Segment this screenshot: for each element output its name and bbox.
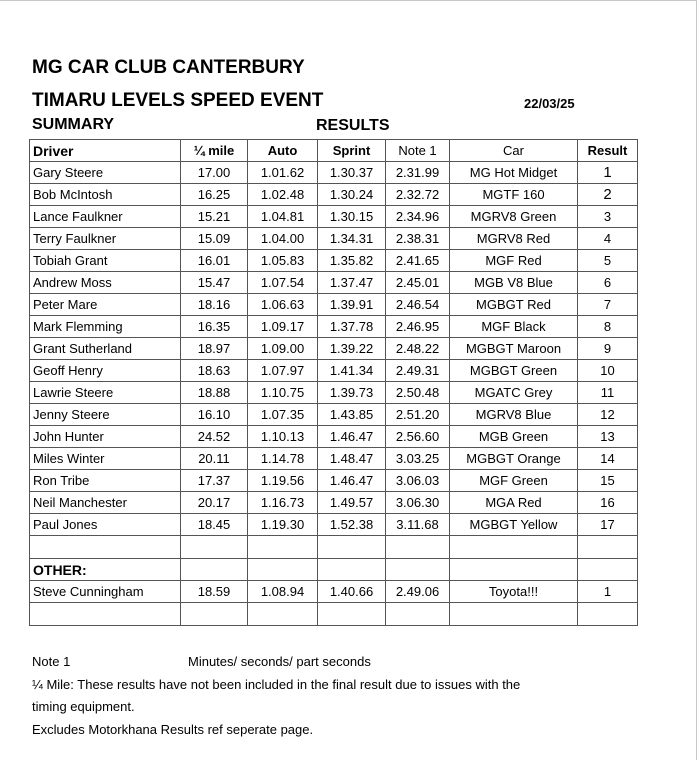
table-row bbox=[30, 228, 638, 250]
car-cell: MGF Red bbox=[450, 250, 578, 272]
other-label: OTHER: bbox=[30, 559, 181, 581]
auto-cell: 1.16.73 bbox=[248, 492, 318, 514]
quarter-mile-note-line2: timing equipment. bbox=[32, 699, 135, 714]
driver-cell: Paul Jones bbox=[30, 514, 181, 536]
col-header-quarter-mile: ¼ mile bbox=[181, 140, 248, 162]
other-body bbox=[30, 581, 638, 603]
col-header-note1: Note 1 bbox=[386, 140, 450, 162]
driver-cell: Gary Steere bbox=[30, 162, 181, 184]
blank-row bbox=[30, 603, 638, 626]
result-cell: 9 bbox=[578, 338, 638, 360]
auto-cell: 1.07.97 bbox=[248, 360, 318, 382]
result-cell: 1 bbox=[578, 581, 638, 603]
auto-cell: 1.09.00 bbox=[248, 338, 318, 360]
car-cell: MGBGT Green bbox=[450, 360, 578, 382]
quarter-mile-cell: 18.16 bbox=[181, 294, 248, 316]
other-header-row bbox=[30, 559, 638, 581]
table-footer bbox=[30, 603, 638, 626]
car-cell: MGF Green bbox=[450, 470, 578, 492]
sprint-cell: 1.40.66 bbox=[318, 581, 386, 603]
note1-cell: 2.46.95 bbox=[386, 316, 450, 338]
note1-cell: 2.41.65 bbox=[386, 250, 450, 272]
driver-cell: Neil Manchester bbox=[30, 492, 181, 514]
summary-label: SUMMARY bbox=[32, 116, 115, 133]
table-row bbox=[30, 338, 638, 360]
driver-cell: Ron Tribe bbox=[30, 470, 181, 492]
driver-cell: Peter Mare bbox=[30, 294, 181, 316]
car-cell: MGRV8 Red bbox=[450, 228, 578, 250]
note1-cell: 2.49.31 bbox=[386, 360, 450, 382]
sprint-cell: 1.39.73 bbox=[318, 382, 386, 404]
club-title: MG CAR CLUB CANTERBURY bbox=[32, 57, 305, 78]
table-row bbox=[30, 470, 638, 492]
sprint-cell: 1.46.47 bbox=[318, 470, 386, 492]
result-cell: 2 bbox=[578, 184, 638, 206]
col-header-sprint: Sprint bbox=[318, 140, 386, 162]
quarter-mile-cell: 20.17 bbox=[181, 492, 248, 514]
sprint-cell: 1.30.24 bbox=[318, 184, 386, 206]
table-row bbox=[30, 316, 638, 338]
quarter-mile-cell: 18.97 bbox=[181, 338, 248, 360]
table-row bbox=[30, 514, 638, 536]
table-row bbox=[30, 581, 638, 603]
driver-cell: Terry Faulkner bbox=[30, 228, 181, 250]
note1-text: Minutes/ seconds/ part seconds bbox=[188, 654, 371, 669]
driver-cell: Geoff Henry bbox=[30, 360, 181, 382]
sprint-cell: 1.37.78 bbox=[318, 316, 386, 338]
table-row bbox=[30, 382, 638, 404]
car-cell: MGB V8 Blue bbox=[450, 272, 578, 294]
sprint-cell: 1.41.34 bbox=[318, 360, 386, 382]
sprint-cell: 1.48.47 bbox=[318, 448, 386, 470]
sprint-cell: 1.43.85 bbox=[318, 404, 386, 426]
note1-cell: 3.06.03 bbox=[386, 470, 450, 492]
sprint-cell: 1.30.37 bbox=[318, 162, 386, 184]
result-cell: 15 bbox=[578, 470, 638, 492]
note1-cell: 2.31.99 bbox=[386, 162, 450, 184]
driver-cell: Bob McIntosh bbox=[30, 184, 181, 206]
quarter-mile-cell: 18.63 bbox=[181, 360, 248, 382]
table-header-row bbox=[30, 140, 638, 162]
auto-cell: 1.01.62 bbox=[248, 162, 318, 184]
auto-cell: 1.05.83 bbox=[248, 250, 318, 272]
sprint-cell: 1.52.38 bbox=[318, 514, 386, 536]
car-cell: MGBGT Red bbox=[450, 294, 578, 316]
result-cell: 1 bbox=[578, 162, 638, 184]
driver-cell: Grant Sutherland bbox=[30, 338, 181, 360]
driver-cell: Jenny Steere bbox=[30, 404, 181, 426]
driver-cell: Miles Winter bbox=[30, 448, 181, 470]
quarter-mile-cell: 20.11 bbox=[181, 448, 248, 470]
note1-cell: 2.56.60 bbox=[386, 426, 450, 448]
table-row bbox=[30, 184, 638, 206]
auto-cell: 1.04.00 bbox=[248, 228, 318, 250]
quarter-mile-cell: 18.59 bbox=[181, 581, 248, 603]
result-cell: 6 bbox=[578, 272, 638, 294]
excludes-note: Excludes Motorkhana Results ref seperate page. bbox=[32, 721, 314, 737]
driver-cell: John Hunter bbox=[30, 426, 181, 448]
result-cell: 11 bbox=[578, 382, 638, 404]
driver-cell: Lance Faulkner bbox=[30, 206, 181, 228]
car-cell: MGA Red bbox=[450, 492, 578, 514]
table-row bbox=[30, 250, 638, 272]
quarter-mile-cell: 18.88 bbox=[181, 382, 248, 404]
driver-cell: Andrew Moss bbox=[30, 272, 181, 294]
car-cell: MGBGT Maroon bbox=[450, 338, 578, 360]
results-body bbox=[30, 162, 638, 536]
quarter-mile-cell: 15.21 bbox=[181, 206, 248, 228]
note1-cell: 2.34.96 bbox=[386, 206, 450, 228]
sprint-cell: 1.35.82 bbox=[318, 250, 386, 272]
note1-line bbox=[32, 651, 520, 674]
sprint-cell: 1.34.31 bbox=[318, 228, 386, 250]
driver-cell: Mark Flemming bbox=[30, 316, 181, 338]
result-cell: 4 bbox=[578, 228, 638, 250]
car-cell: MGRV8 Green bbox=[450, 206, 578, 228]
quarter-mile-cell: 15.47 bbox=[181, 272, 248, 294]
result-cell: 3 bbox=[578, 206, 638, 228]
auto-cell: 1.09.17 bbox=[248, 316, 318, 338]
auto-cell: 1.08.94 bbox=[248, 581, 318, 603]
sprint-cell: 1.46.47 bbox=[318, 426, 386, 448]
car-cell: Toyota!!! bbox=[450, 581, 578, 603]
sprint-cell: 1.49.57 bbox=[318, 492, 386, 514]
note1-cell: 2.46.54 bbox=[386, 294, 450, 316]
table-row bbox=[30, 404, 638, 426]
car-cell: MGBGT Orange bbox=[450, 448, 578, 470]
event-date: 22/03/25 bbox=[524, 96, 575, 111]
note1-cell: 2.38.31 bbox=[386, 228, 450, 250]
auto-cell: 1.06.63 bbox=[248, 294, 318, 316]
auto-cell: 1.19.30 bbox=[248, 514, 318, 536]
note1-cell: 2.51.20 bbox=[386, 404, 450, 426]
quarter-mile-cell: 24.52 bbox=[181, 426, 248, 448]
auto-cell: 1.07.54 bbox=[248, 272, 318, 294]
car-cell: MGF Black bbox=[450, 316, 578, 338]
table-row bbox=[30, 360, 638, 382]
result-cell: 7 bbox=[578, 294, 638, 316]
col-header-auto: Auto bbox=[248, 140, 318, 162]
result-cell: 10 bbox=[578, 360, 638, 382]
col-header-driver: Driver bbox=[30, 140, 181, 162]
quarter-mile-cell: 18.45 bbox=[181, 514, 248, 536]
note1-cell: 2.48.22 bbox=[386, 338, 450, 360]
auto-cell: 1.10.75 bbox=[248, 382, 318, 404]
car-cell: MG Hot Midget bbox=[450, 162, 578, 184]
quarter-mile-cell: 16.01 bbox=[181, 250, 248, 272]
quarter-mile-cell: 16.25 bbox=[181, 184, 248, 206]
result-cell: 14 bbox=[578, 448, 638, 470]
car-cell: MGTF 160 bbox=[450, 184, 578, 206]
col-header-result: Result bbox=[578, 140, 638, 162]
auto-cell: 1.14.78 bbox=[248, 448, 318, 470]
auto-cell: 1.02.48 bbox=[248, 184, 318, 206]
sprint-cell: 1.37.47 bbox=[318, 272, 386, 294]
note1-cell: 3.06.30 bbox=[386, 492, 450, 514]
result-cell: 12 bbox=[578, 404, 638, 426]
sprint-cell: 1.30.15 bbox=[318, 206, 386, 228]
note1-cell: 2.45.01 bbox=[386, 272, 450, 294]
car-cell: MGATC Grey bbox=[450, 382, 578, 404]
note1-cell: 2.32.72 bbox=[386, 184, 450, 206]
note1-key: Note 1 bbox=[32, 654, 71, 669]
auto-cell: 1.07.35 bbox=[248, 404, 318, 426]
results-table bbox=[29, 139, 638, 626]
note1-cell: 3.03.25 bbox=[386, 448, 450, 470]
results-label: RESULTS bbox=[316, 117, 390, 134]
result-cell: 13 bbox=[578, 426, 638, 448]
other-section bbox=[30, 536, 638, 581]
table-row bbox=[30, 448, 638, 470]
notes-section bbox=[32, 651, 520, 741]
table-row bbox=[30, 206, 638, 228]
driver-cell: Lawrie Steere bbox=[30, 382, 181, 404]
note1-cell: 2.50.48 bbox=[386, 382, 450, 404]
note1-cell: 3.11.68 bbox=[386, 514, 450, 536]
table-row bbox=[30, 426, 638, 448]
car-cell: MGBGT Yellow bbox=[450, 514, 578, 536]
note1-cell: 2.49.06 bbox=[386, 581, 450, 603]
result-cell: 17 bbox=[578, 514, 638, 536]
blank-row bbox=[30, 536, 638, 559]
auto-cell: 1.10.13 bbox=[248, 426, 318, 448]
driver-cell: Tobiah Grant bbox=[30, 250, 181, 272]
col-header-car: Car bbox=[450, 140, 578, 162]
quarter-mile-cell: 17.00 bbox=[181, 162, 248, 184]
quarter-mile-note-line1: ¼ Mile: These results have not been included in the final result due to issues with the bbox=[32, 676, 521, 692]
quarter-mile-cell: 16.10 bbox=[181, 404, 248, 426]
sprint-cell: 1.39.22 bbox=[318, 338, 386, 360]
table-row bbox=[30, 272, 638, 294]
sprint-cell: 1.39.91 bbox=[318, 294, 386, 316]
table-row bbox=[30, 162, 638, 184]
result-cell: 5 bbox=[578, 250, 638, 272]
table-row bbox=[30, 492, 638, 514]
result-cell: 16 bbox=[578, 492, 638, 514]
quarter-mile-cell: 17.37 bbox=[181, 470, 248, 492]
auto-cell: 1.04.81 bbox=[248, 206, 318, 228]
car-cell: MGRV8 Blue bbox=[450, 404, 578, 426]
driver-cell: Steve Cunningham bbox=[30, 581, 181, 603]
table-row bbox=[30, 294, 638, 316]
quarter-mile-cell: 15.09 bbox=[181, 228, 248, 250]
result-cell: 8 bbox=[578, 316, 638, 338]
event-title: TIMARU LEVELS SPEED EVENT bbox=[32, 90, 324, 111]
auto-cell: 1.19.56 bbox=[248, 470, 318, 492]
quarter-mile-cell: 16.35 bbox=[181, 316, 248, 338]
car-cell: MGB Green bbox=[450, 426, 578, 448]
